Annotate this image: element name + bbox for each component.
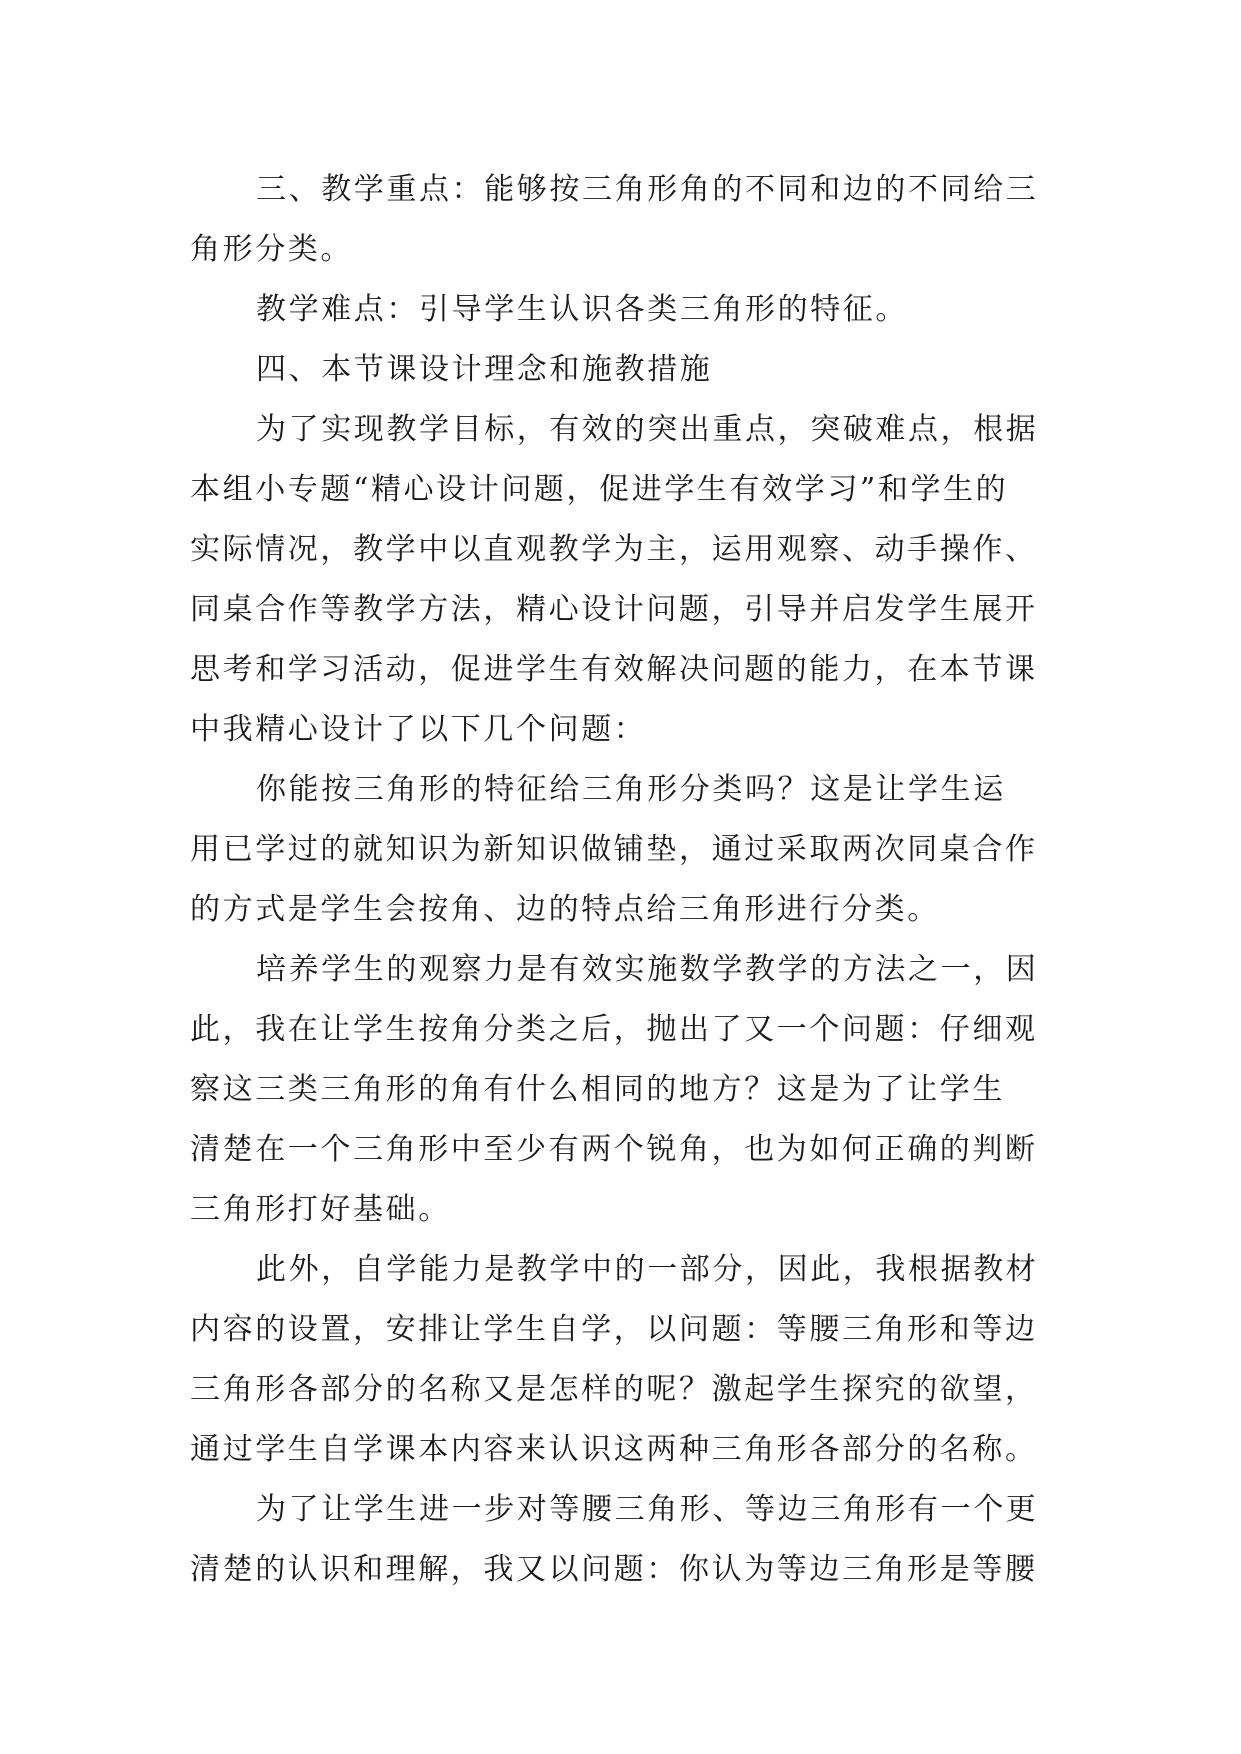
text-line: 清楚的认识和理解，我又以问题：你认为等边三角形是等腰 xyxy=(190,1552,1038,1587)
text-line: 三角形各部分的名称又是怎样的呢？激起学生探究的欲望， xyxy=(190,1372,1038,1407)
text-line: 用已学过的就知识为新知识做铺垫，通过采取两次同桌合作 xyxy=(190,832,1038,867)
text-line: 四、本节课设计理念和施教措施 xyxy=(256,352,713,387)
document-body xyxy=(190,160,1051,1600)
text-line: 察这三类三角形的角有什么相同的地方？这是为了让学生 xyxy=(190,1072,1005,1107)
text-line: 三角形打好基础。 xyxy=(190,1192,451,1227)
text-line: 为了实现教学目标，有效的突出重点，突破难点，根据 xyxy=(256,412,1039,447)
text-line: 中我精心设计了以下几个问题： xyxy=(190,712,647,747)
text-line: 内容的设置，安排让学生自学，以问题：等腰三角形和等边 xyxy=(190,1312,1038,1347)
text-line: 通过学生自学课本内容来认识这两种三角形各部分的名称。 xyxy=(190,1432,1038,1467)
text-line: 教学难点：引导学生认识各类三角形的特征。 xyxy=(256,292,908,327)
text-line: 培养学生的观察力是有效实施数学教学的方法之一，因 xyxy=(256,952,1039,987)
text-line: 为了让学生进一步对等腰三角形、等边三角形有一个更 xyxy=(256,1492,1039,1527)
text-line: 角形分类。 xyxy=(190,232,353,267)
text-line: 同桌合作等教学方法，精心设计问题，引导并启发学生展开 xyxy=(190,592,1038,627)
text-line: 本组小专题“精心设计问题，促进学生有效学习”和学生的 xyxy=(190,472,1009,507)
text-line: 此外，自学能力是教学中的一部分，因此，我根据教材 xyxy=(256,1252,1039,1287)
text-line: 你能按三角形的特征给三角形分类吗？这是让学生运 xyxy=(256,772,1006,807)
text-line: 三、教学重点：能够按三角形角的不同和边的不同给三 xyxy=(256,172,1039,207)
text-line: 实际情况，教学中以直观教学为主，运用观察、动手操作、 xyxy=(190,532,1038,567)
text-line: 此，我在让学生按角分类之后，抛出了又一个问题：仔细观 xyxy=(190,1012,1038,1047)
text-line: 的方式是学生会按角、边的特点给三角形进行分类。 xyxy=(190,892,940,927)
text-line: 思考和学习活动，促进学生有效解决问题的能力，在本节课 xyxy=(190,652,1038,687)
text-line: 清楚在一个三角形中至少有两个锐角，也为如何正确的判断 xyxy=(190,1132,1038,1167)
